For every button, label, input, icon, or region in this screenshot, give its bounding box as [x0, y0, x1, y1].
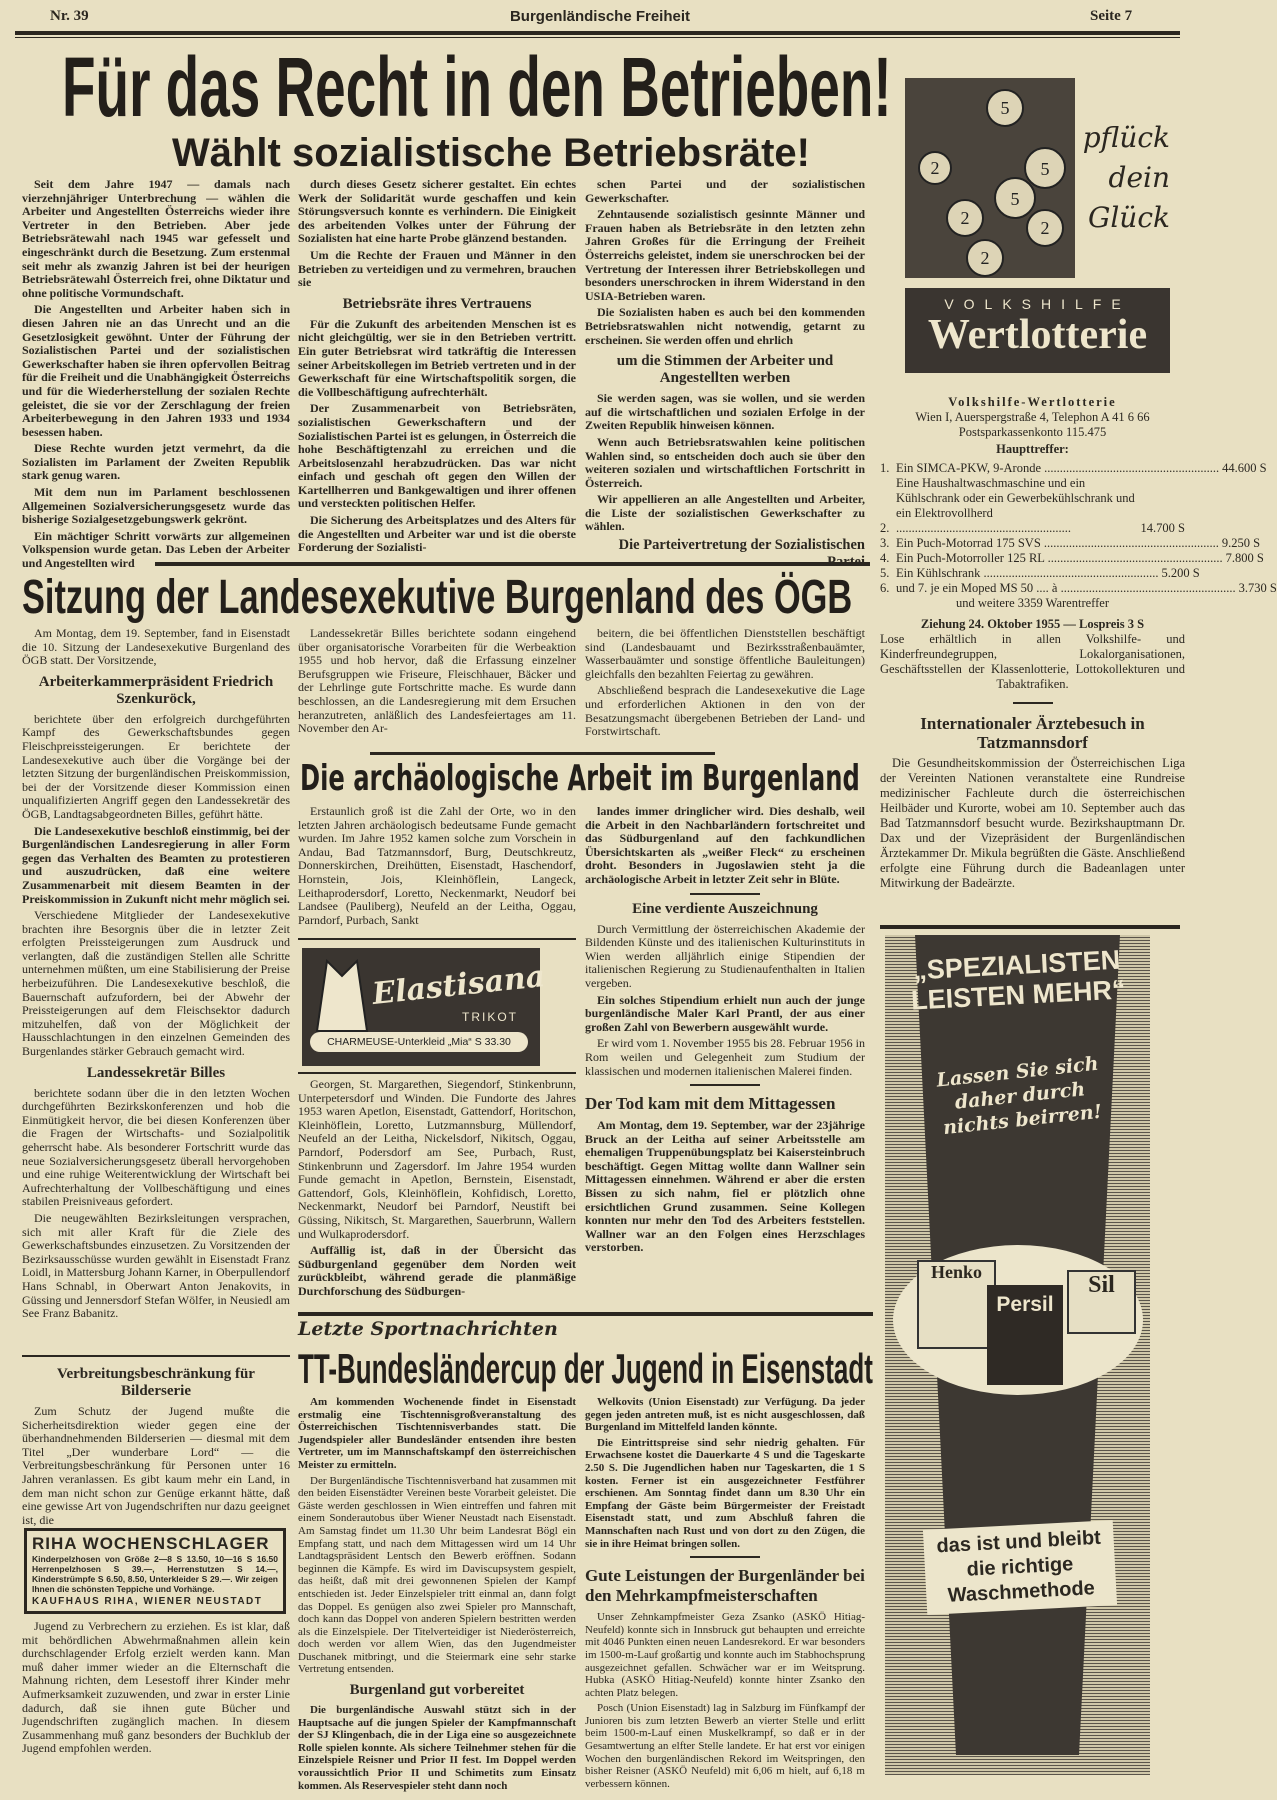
paragraph: Für die Zukunft des arbeitenden Menschen ist es nicht gleichgültig, wer sie in den Betrieben vertritt. Ein guter Betriebsrat wird tatkräftig die Interessen seiner Arbeitskollegen im Betrieb vertreten und in der Gewerkschaft für eine Wirtschaftspolitik sorgen, die die Vollbeschäftigung aufrechterhält. [298, 316, 576, 399]
lottery-details [880, 395, 1277, 891]
lead-column-2 [298, 178, 576, 553]
section-rule [22, 1355, 290, 1357]
paragraph: Der Burgenländische Tischtennisverband hat zusammen mit den beiden Eisenstädter Vereinen beste Vorarbeit geleistet. Die Gäste werden geschlossen in Wien eintreffen und fahren mit einem Sonderautobus über Wiener Neustadt nach Eisenstadt. Am Samstag findet um 11.30 Uhr beim Landesrat Bögl ein Empfang statt, und nach dem Mittagessen wird um 14 Uhr Landtagspräsident Lentsch den Bewerb eröffnen. Sodann beginnen die Kämpfe. Es wird im Daviscupsystem gespielt, das heißt, daß mit drei gewonnenen Spielen der Kampf entschieden ist. Jeder Einzelspieler tritt einmal an, dann folgt das Doppel. Es genügen also zwei Spieler pro Mannschaft, doch kann das Doppel von anderen Spielern bestritten werden als die Einzelspiele. Der Titelverteidiger ist Niederösterreich, doch werden vor allem Wien, das den Jugendmeister Duschanek mitbringt, und die Steiermark eine sehr starke Vertretung entsenden. [298, 1474, 576, 1676]
sports-column-3 [585, 1396, 865, 1790]
paragraph: Georgen, St. Margarethen, Siegendorf, Stinkenbrunn, Unterpetersdorf und Winden. Die Fundorte des Jahres 1953 waren Apetlon, Eisenstadt, Gattendorf, Horitschon, Kleinhöflein, Loretto, Lutzmannsburg, Müllendorf, Neufeld an der Leitha, Nickelsdorf, Nikitsch, Oggau, Parndorf, Podersdorf am See, Purbach, Rust, Stinkenbrunn und Zagersdorf. Im Jahre 1954 wurden Funde gemacht in Apetlon, Bernstein, Eisenstadt, Gattendorf, Gols, Kleinhöflein, Kohfidisch, Loretto, Neckenmarkt, Neudorf bei Parndorf, Neustift bei Güssing, Nikitsch, St. Margarethen, Sauerbrunn, Wallern und Wulkaprodersdorf. [298, 1077, 576, 1241]
subheading: Landessekretär Billes [86, 1064, 226, 1081]
paragraph: Die Eintrittspreise sind sehr niedrig gehalten. Für Erwachsene kostet die Dauerkarte 4 S und die Tageskarte 2.50 S. Die Jugendlichen haben nur Tageskarten, die 1 S kosten. Ferner ist ein ausgezeichneter Festführer erschienen. Am Sonntag findet dann um 8.30 Uhr ein Empfang der Gäste beim Bürgermeister der Freistadt Eisenstadt statt, und zum Abschluß fahren die Mannschaften nach Rust und von dort zu den Zügen, die sie in ihre Heimat bringen sollen. [585, 1436, 865, 1550]
lead-subheadline: Wählt sozialistische Betriebsräte! [172, 131, 810, 175]
paragraph: Posch (Union Eisenstadt) lag in Salzburg im Fünfkampf der Junioren bis zum letzten Bewerb an vierter Stelle und erlitt beim 1500-m-Lauf einen Muskelkrampf, so daß er in der Gesamtwertung an elfter Stelle landete. Er hat erst vor einigen Wochen den burgenländischen Rekord im Weitspringen, den bisher Reisner (ASKÖ Neufeld) mit 6,06 m hielt, auf 6,18 m verbessern können. [585, 1702, 865, 1790]
paragraph: Erstaunlich groß ist die Zahl der Orte, wo in den letzten Jahren archäologisch bedeutsame Funde gemacht wurden. Im Jahre 1952 kamen solche zum Vorschein in Andau, Bad Tatzmannsdorf, Burg, Deutschkreutz, Donnerskirchen, Dreihütten, Eisenstadt, Haschendorf, Hornstein, Jois, Kleinhöflein, Langeck, Leithaprodersdorf, Loretto, Neckenmarkt, Neudorf bei Landsee (Pauliberg), Neufeld an der Leitha, Oggau, Parndorf, Purbach, Sankt [298, 804, 576, 927]
archaeology-column-2a [298, 805, 576, 930]
lottery-more: und weitere 3359 Warentreffer [956, 596, 1109, 610]
lead-column-3 [585, 178, 865, 558]
newspaper-name: Burgenländische Freiheit [509, 8, 691, 25]
prize-row [880, 461, 1267, 476]
prize-value: 3.730 S [1238, 581, 1277, 595]
lead-column-1 [22, 177, 290, 571]
paragraph: Am kommenden Wochenende findet in Eisenstadt erstmalig eine Tischtennisgroßveranstaltung des Österreichischen Tischtennisverbandes statt. Die Jugendspieler aller Bundesländer entsenden ihre besten Vertreter, um im Mannschaftskampf den österreichischen Meister zu ermitteln. [298, 1396, 576, 1471]
prize-value: 9.250 S [1221, 536, 1261, 550]
prize-item: Ein Kühlschrank ..... [896, 566, 1158, 581]
oegb-headline-box [22, 572, 852, 624]
lottery-prizes-heading: Haupttreffer: [996, 442, 1069, 456]
paragraph: Jugend zu Verbrechern zu erziehen. Es ist klar, daß mit behördlichen Abwehrmaßnahmen allein kein durchschlagender Erfolg erzielt werden kann. Man muß daher immer wieder an die Elternschaft die Mahnung richten, dem Lesestoff ihrer Kinder mehr Aufmerksamkeit zuzuwenden, und zwar in erster Linie dadurch, daß sie ihnen gute Bücher und Jugendschriften zugänglich machen. In diesem Zusammenhang muß ganz besonders der Buchklub der Jugend empfohlen werden. [22, 1619, 290, 1756]
article-headline: Der Tod kam mit dem Mittagessen [585, 1094, 836, 1114]
section-rule [298, 1312, 873, 1316]
svg-text:2: 2 [960, 208, 970, 228]
riha-body: Kinderpelzhosen von Größe 2—8 S 13.50, 10—16 S 16.50 Herrenpelzhosen S 39.—, Herrenstutzen S 14.—, Kinderstrümpfe S 6.50, 8.50, Unterkleider S 29.—. Wir zeigen Ihnen die schönsten Teppiche und Vorhänge. [32, 1554, 278, 1594]
paragraph: Auffällig ist, daß in der Übersicht das Südburgenland gegenüber dem Norden weit zurückbleibt, während gerade die planmäßige Durchforschung des Südburgen- [298, 1243, 576, 1298]
prize-item: Ein Puch-Motorrad 175 SVS ..... [896, 536, 1219, 551]
lottery-draw: Ziehung 24. Oktober 1955 — Lospreis 3 S [920, 617, 1145, 631]
paragraph: landes immer dringlicher wird. Dies deshalb, weil die Arbeit in den Nachbarländern fortschreitet und das Südburgenland auf den fachkundlichen Übersichtskarten als „weißer Fleck“ zu erscheinen droht. Besonders in Jugoslawien steht ja die archäologische Arbeit in letzter Zeit sehr in Blüte. [585, 804, 865, 886]
lead-headline: Für das Recht in den Betrieben! [62, 40, 892, 134]
censorship-article-cont [22, 1620, 290, 1780]
lottery-address: Wien I, Auerspergstraße 4, Telephon A 41 6 66 [915, 410, 1150, 424]
sports-headline: TT-Bundesländercup der Jugend in Eisenstadt [298, 1345, 873, 1392]
svg-text:5: 5 [1000, 98, 1010, 118]
section-rule [880, 925, 1180, 929]
paragraph: Diese Rechte wurden jetzt vermehrt, da die Sozialisten im Parlament der Zweiten Republik stark genug waren. [22, 441, 290, 483]
prize-number: 3. [880, 536, 890, 550]
paragraph: Die Sicherung des Arbeitsplatzes und des Alters für die Angestellten und Arbeiter war und ist die oberste Forderung der Sozialisti- [298, 513, 576, 555]
garment-icon [312, 956, 372, 1036]
paragraph: Der Zusammenarbeit von Betriebsräten, sozialistischen Gewerkschaftern und der Sozialistischen Partei ist es gelungen, in Österreich die hohe Beschäftigtenzahl zu erreichen und die Arbeitslosenzahl herabzudrücken. Das war nicht einfach und geschah oft gegen den Willen der Kartellherren und Bankgewaltigen und ihrer offenen und versteckten politischen Helfer. [298, 401, 576, 511]
oegb-headline: Sitzung der Landesexekutive Burgenland des ÖGB [22, 571, 853, 624]
paragraph: Um die Rechte der Frauen und Männer in den Betrieben zu verteidigen und zu vermehren, brauchen sie [298, 247, 576, 290]
header-rule-thin [15, 37, 1180, 38]
lottery-where: Lose erhältlich in allen Volkshilfe- und Kinderfreundegruppen, Lokalorganisationen, Geschäftsstellen der Klassenlotterie, Lottokollekturen und Tabaktrafiken. [880, 632, 1185, 691]
svg-text:2: 2 [980, 248, 990, 268]
prize-value: 5.200 S [1161, 566, 1200, 580]
lottery-banner [905, 288, 1170, 373]
ad-rule [298, 938, 576, 940]
prize-number: 2. [880, 521, 890, 535]
lead-subheadline-box [172, 132, 890, 174]
prize-item: und 7. je ein Moped MS 50 .... à ..... [896, 581, 1236, 596]
prize-number: 1. [880, 461, 890, 475]
paragraph: Sie werden sagen, was sie wollen, und sie werden auf die wirtschaftlichen und sozialen Erfolge in der Zweiten Republik hinweisen können. [585, 391, 865, 433]
product-sil: Sil [1067, 1270, 1136, 1334]
short-rule [690, 893, 760, 895]
short-rule [1013, 702, 1053, 704]
paragraph: durch dieses Gesetz sicherer gestaltet. Ein echtes Werk der Solidarität wurde geschaffen und kein Störungsversuch konnte es verhindern. Die Einigkeit des arbeitenden Volkes unter der Führung der Sozialisten hat eine harte Probe glänzend bestanden. [298, 177, 576, 246]
issue-number: Nr. 39 [50, 8, 89, 24]
riha-title: RIHA WOCHENSCHLAGER [32, 1534, 270, 1553]
paragraph: Verschiedene Mitglieder der Landesexekutive brachten ihre Besorgnis über die in letzter Zeit erfolgten Preissteigerungen zum Ausdruck und verlangten, daß die zuständigen Stellen alle Schritte unternehmen müßten, um eine Stabilisierung der Preise herbeizuführen. Die Landesexekutive beschloß, die Bauernschaft aufzufordern, bei der Abwehr der Preissteigerungen auf dem Fleischsektor dadurch mitzuhelfen, daß von der Möglichkeit der Hausschlachtungen in den einzelnen Gemeinden des Burgenlandes stärker Gebrauch gemacht wird. [22, 908, 290, 1059]
subheading: Betriebsräte ihres Vertrauens [342, 295, 532, 312]
subheading: Arbeiterkammerpräsident Friedrich Szenkuröck, [38, 673, 274, 707]
persil-tagline: das ist und bleibt die richtige Waschmethode [923, 1520, 1117, 1615]
paragraph: beitern, die bei öffentlichen Dienststellen beschäftigt sind (Landesbauamt und Bezirksstraßenbauämter, Wasserbauämter und sonstige öffentliche Bauleitungen) gleichfalls den bezahlten Feiertag zu gewähren. [585, 626, 865, 681]
prize-item: Eine Haushaltwaschmaschine und ein Kühlschrank oder ein Gewerbekühlschrank und ein Elektrovollherd ..... [896, 476, 1138, 536]
subheading: Burgenland gut vorbereitet [349, 1682, 525, 1699]
prize-value: 44.600 S [1222, 461, 1267, 475]
paragraph: Die neugewählten Bezirksleitungen versprachen, sich mit aller Kraft für die Ziele des Gewerkschaftsbundes einzusetzen. Zu Vorsitzenden der Bezirksausschüsse wurden gewählt in Eisenstadt Franz Loidl, in Mattersburg Johann Karner, in Oberpullendorf Hans Schnabl, in Oberwart Anton Jenakovits, in Güssing und Jennersdorf Stefan Wölfer, in Neusiedl am See Franz Babanitz. [22, 1210, 290, 1321]
article-headline: Gute Leistungen der Burgenländer bei den Mehrkampfmeisterschaften [585, 1566, 865, 1606]
doctors-headline: Internationaler Ärztebesuch in Tatzmannsdorf [920, 714, 1145, 752]
subheading: Verbreitungsbeschränkung für Bilderserie [57, 1366, 255, 1399]
paragraph: Ein solches Stipendium erhielt nun auch der junge burgenländische Maler Karl Prantl, der aus einer großen Zahl von Bewerbern ausgewählt wurde. [585, 992, 865, 1034]
archaeology-headline-box [300, 758, 860, 800]
paragraph: Seit dem Jahre 1947 — damals nach vierzehnjähriger Unterbrechung — wählen die Arbeiter und Angestellten Österreichs wieder ihre Vertreter in den Betrieben. Aber jede Betriebsrätewahl nach 1945 war gefesselt und eingeschränkt durch die Besetzung. Zum erstenmal seit mehr als zwanzig Jahren ist bei der heurigen Betriebsrätewahl Österreich frei, ohne Diktatur und ohne politische Vormundschaft. [22, 177, 290, 300]
prize-row [880, 581, 1277, 596]
prize-item: Ein Puch-Motorroller 125 RL ..... [896, 551, 1223, 566]
archaeology-column-3 [585, 805, 865, 1310]
sports-headline-box [298, 1346, 873, 1392]
doctors-text: Die Gesundheitskommission der Österreichischen Liga der Vereinten Nationen veranstaltete eine Rundreise medizinischer Fachleute durch die österreichischen Heilbäder und Kurorte, wobei am 10. September auch das Bad Tatzmannsdorf besucht wurde. Bezirkshauptmann Dr. Dax und der Vizepräsident der Burgenländischen Ärztekammer Dr. Mikula begrüßten die Gäste. Anschließend erfolgte eine Führung durch die Badeanlagen unter Mitwirkung der Badeärzte. [880, 756, 1185, 890]
persil-script: Lassen Sie sich daher durch nichts beirren! [935, 1052, 1103, 1140]
prize-value: 14.700 S [1140, 521, 1185, 535]
persil-ad[interactable] [885, 935, 1150, 1775]
header-rule [15, 31, 1180, 35]
prize-number: 4. [880, 551, 890, 565]
subheading: Eine verdiente Auszeichnung [632, 900, 818, 917]
paragraph: Landessekretär Billes berichtete sodann eingehend über organisatorische Vorarbeiten für die Werbeaktion 1955 und hob hervor, daß die Erfassung einzelner Berufsgruppen wie Friseure, Fleischhauer, Bäcker und der Lehrlinge gute Fortschritte mache. Es wurde dann beschlossen, an die Landesregierung mit dem Ersuchen heranzutreten, anläßlich des Landesfeiertages am 11. November den Ar- [298, 626, 576, 736]
oegb-column-1 [22, 627, 290, 1349]
short-rule [690, 1084, 760, 1086]
paragraph: Zehntausende sozialistisch gesinnte Männer und Frauen haben als Betriebsräte in den letzten zehn Jahren Großes für die Erringung der Freiheit Österreichs geleistet, indem sie unerschrocken bei der Vertretung der Interessen ihrer Betriebskollegen und besonders unerschrocken in ihrem Widerstand in den USIA-Betrieben waren. [585, 207, 865, 303]
prize-number: 6. [880, 581, 890, 595]
subheading: um die Stimmen der Arbeiter und Angestellten werben [616, 353, 834, 387]
svg-text:2: 2 [1040, 218, 1050, 238]
archaeology-headline: Die archäologische Arbeit im Burgenland [300, 758, 860, 799]
elastisana-ad[interactable] [302, 948, 547, 1066]
signature: Die Parteivertretung der Sozialistischen [618, 537, 865, 554]
paragraph: Zum Schutz der Jugend mußte die Sicherheitsdirektion wieder gegen eine der überhandnehmenden Bilderserien — diesmal mit dem Titel „Der wunderbare Lord“ — die Verbreitungsbeschränkung für Personen unter 16 Jahren veranlassen. Es gibt kaum mehr ein Land, in dem man nicht schon zur Genüge erkannt hätte, daß eine gewisse Art von Jugendschriften nur dazu geeignet ist, die [22, 1404, 290, 1527]
riha-ad[interactable] [24, 1528, 286, 1614]
paragraph: Mit dem nun im Parlament beschlossenen Allgemeinen Sozialversicherungsgesetz wurde das bisherige Sozialgesetzgebungswerk gekrönt. [22, 485, 290, 527]
short-rule [690, 1556, 760, 1558]
paragraph: Am Montag, dem 19. September, fand in Eisenstadt die 10. Sitzung der Landesexekutive Burgenland des ÖGB statt. Der Vorsitzende, [22, 626, 290, 668]
elastisana-brand: Elastisana [370, 959, 547, 1012]
paragraph: Wenn auch Betriebsratswahlen keine politischen Wahlen sind, so entscheiden doch auch sie über den weiteren sozialen und wirtschaftlichen Fortschritt in Österreich. [585, 434, 865, 490]
product-henko: Henko [917, 1260, 996, 1349]
lottery-name: Wertlotterie [927, 312, 1148, 358]
paragraph: Die Sozialisten haben es auch bei den kommenden Betriebsratswahlen nicht notwendig, getarnt zu erscheinen. Sie werden offen und ehrlich [585, 305, 865, 347]
prize-item: Ein SIMCA-PKW, 9-Aronde ..... [896, 461, 1219, 476]
prize-row [880, 566, 1200, 581]
lottery-account: Postsparkassenkonto 115.475 [958, 425, 1107, 439]
prize-row [880, 536, 1261, 551]
prize-row [880, 551, 1264, 566]
section-rule [370, 752, 715, 755]
svg-text:5: 5 [1010, 189, 1020, 209]
paragraph: Welkovits (Union Eisenstadt) zur Verfügung. Da jeder gegen jeden antreten muß, ist es nicht ausgeschlossen, daß Burgenland im Mittelfeld landen könnte. [585, 1396, 865, 1434]
paragraph: Die burgenländische Auswahl stützt sich in der Hauptsache auf die jungen Spieler der Kampfmannschaft der SJ Klingenbach, die in der Liga eine so ausgezeichnete Rolle spielen konnte. Als sichere Teilnehmer stehen für die Einzelspiele Reisner und Prior II fest. Im Doppel werden voraussichtlich Prior II und Schimetits zum Einsatz kommen. Als Reservespieler steht dann noch [298, 1704, 576, 1792]
page-number: Seite 7 [1090, 8, 1133, 24]
paragraph: Abschließend besprach die Landesexekutive die Lage und erforderlichen Aktionen in den von der Besatzungsmacht übergebenen Betrieben der Land- und Forstwirtschaft. [585, 683, 865, 739]
lottery-slogan: pflück dein Glück [1082, 121, 1170, 234]
persil-headline: „SPEZIALISTEN LEISTEN MEHR“ [910, 944, 1127, 1016]
paragraph: berichtete sodann über die in den letzten Wochen durchgeführten Bezirkskonferenzen und hob die Einmütigkeit hervor, die bei diesen Konferenzen über die Fragen der Wirtschafts- und Sozialpolitik geherrscht habe. Als besonderer Fortschritt wurde das neue Sozialversicherungsgesetz überall hervorgehoben und eine ruhige Weiterentwicklung der Wirtschaft bei Aufrechterhaltung der Vollbeschäftigung und eines stabilen Preisniveaus gefordert. [22, 1085, 290, 1209]
sports-kicker: Letzte Sportnachrichten [298, 1318, 558, 1340]
oegb-column-2 [298, 627, 576, 747]
riha-footer: KAUFHAUS RIHA, WIENER NEUSTADT [32, 1596, 263, 1607]
paragraph: Die Angestellten und Arbeiter haben sich in diesen Jahren nie an das Unrecht und an die Gesetzlosigkeit gewöhnt. Unter der Führung der Sozialistischen Partei und der sozialistischen Gewerkschafter haben sie ihren opfervollen Beitrag für die Freiheit und die Unabhängigkeit Österreichs und für die Wiederherstellung der sozialen Rechte geleistet, die sie vor der Zerschlagung der freien Arbeiterbewegung in den Jahren 1933 und 1934 besessen haben. [22, 302, 290, 439]
lead-headline-box [62, 42, 892, 132]
prize-number: 5. [880, 566, 890, 580]
paragraph: Ein mächtiger Schritt vorwärts zur allgemeinen Volkspension wurde getan. Das Leben der Arbeiter und Angestellten wird [22, 528, 290, 571]
oegb-column-3 [585, 627, 865, 747]
paragraph: Die Landesexekutive beschloß einstimmig, bei der Burgenländischen Landesregierung in aller Form gegen das Verhalten des Beamten zu protestieren und auszudrücken, daß eine weitere Zusammenarbeit mit diesem Beamten in der Preiskommission in Zukunft nicht mehr möglich sei. [22, 823, 290, 906]
prize-row [880, 476, 1185, 536]
lottery-prize-list [880, 461, 1277, 596]
paragraph: Unser Zehnkampfmeister Geza Zsanko (ASKÖ Hitiag-Neufeld) konnte sich in Innsbruck gut behaupten und erreichte mit 4046 Punkten einen neuen Landesrekord. Er war besonders im 1500-m-Lauf großartig und konnte auch im Stabhochsprung ausgezeichnet gefallen. Schwächer war er im Weitsprung. Hubka (ASKÖ Hitiag-Neufeld) konnte hinter Zsanko den achten Platz belegen. [585, 1611, 865, 1699]
lottery-org: VOLKSHILFE [944, 296, 1131, 312]
svg-text:5: 5 [1040, 159, 1050, 179]
paragraph: berichtete über den erfolgreich durchgeführten Kampf des Gewerkschaftsbundes gegen Fleischpreissteigerungen. Er berichtete der Landesexekutive auch über die Vorgänge bei der letzten Sitzung der burgenländischen Preiskommission, bei der der Vorsitzende dieser Kommission einen unqualifizierten Angriff gegen den Landessekretär des ÖGB, Landtagsabgeordneten Billes, geführt hätte. [22, 711, 290, 821]
archaeology-column-2b [298, 1078, 576, 1308]
section-rule [155, 562, 870, 566]
censorship-article [22, 1360, 290, 1525]
prize-value: 7.800 S [1225, 551, 1264, 565]
lottery-ad-image[interactable] [905, 78, 1170, 378]
paragraph: Durch Vermittlung der österreichischen Akademie der Bildenden Künste und des italienischen Kulturinstituts in Wien werden alljährlich einige Stipendien der italienischen Regierung zu Studienaufenthalten in Italien vergeben. [585, 921, 865, 990]
elastisana-line: TRIKOT [462, 1010, 518, 1024]
lottery-title: Volkshilfe-Wertlotterie [948, 395, 1117, 409]
paragraph: Am Montag, dem 19. September, war der 23jährige Bruck an der Leitha auf seiner Arbeitsstelle am ehemaligen Truppenübungsplatz bei Kaisersteinbruch beschäftigt. Gegen Mittag wollte dann Wallner sein Mittagessen einnehmen. Während er aber die ersten Bissen zu sich nahm, fiel er plötzlich ohne ersichtlichen Grund zusammen. Seine Kollegen konnten nur mehr den Tod des Arbeiters feststellen. Wallner war an den Folgen eines Herzschlages verstorben. [585, 1118, 865, 1255]
product-persil: Persil [987, 1285, 1063, 1385]
paragraph: Wir appellieren an alle Angestellten und Arbeiter, die Liste der sozialistischen Gewerkschafter zu wählen. [585, 492, 865, 534]
ad-rule [298, 1072, 576, 1074]
svg-text:2: 2 [930, 158, 940, 178]
paragraph: schen Partei und der sozialistischen Gewerkschafter. [585, 177, 865, 205]
elastisana-offer: CHARMEUSE-Unterkleid „Mia“ S 33.30 [310, 1032, 528, 1052]
paragraph: Er wird vom 1. November 1955 bis 28. Februar 1956 in Rom weilen und Gelegenheit zum Studium der klassischen und modernen italienischen Malerei finden. [585, 1036, 865, 1078]
sports-column-2 [298, 1396, 576, 1792]
